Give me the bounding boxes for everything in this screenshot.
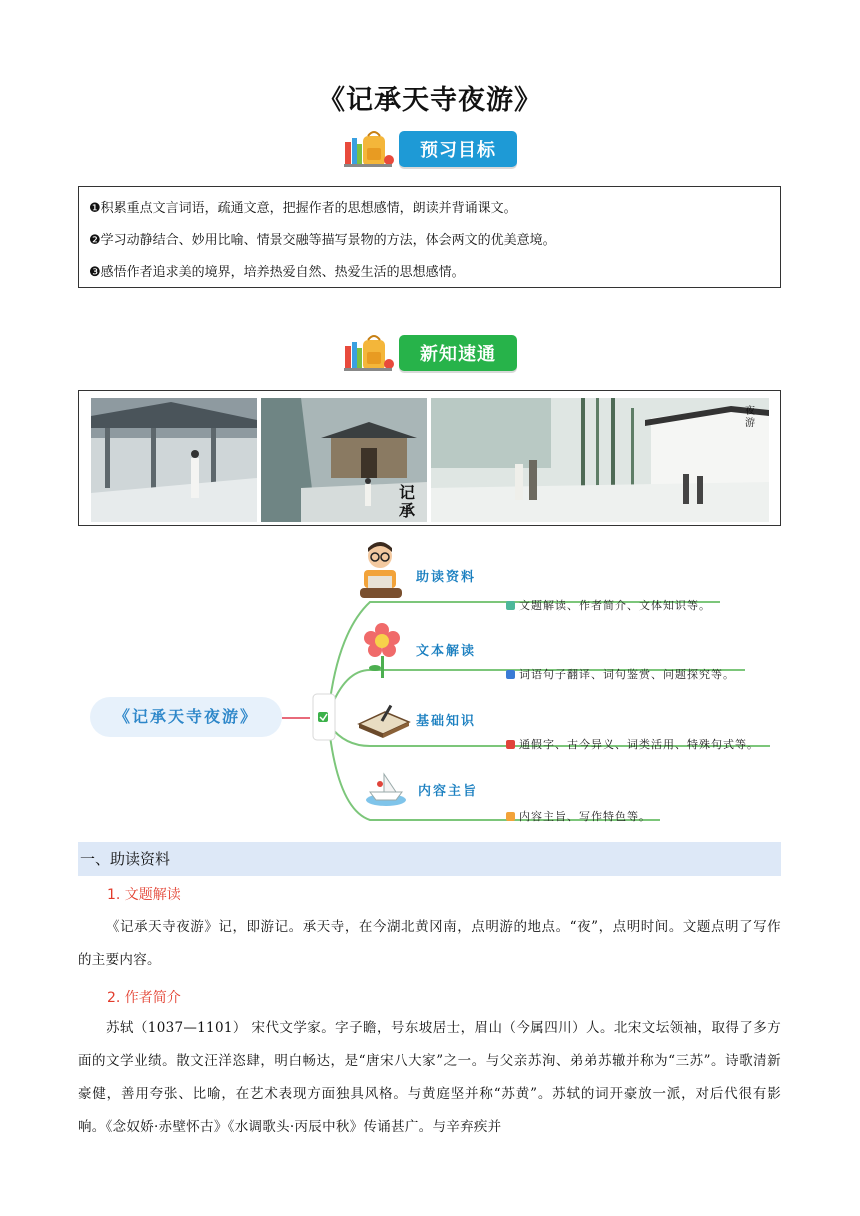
preview-goals-banner (343, 128, 517, 170)
section-heading: 一、助读资料 (78, 842, 781, 876)
mind-map-root (90, 697, 282, 737)
illustration-strip (78, 390, 781, 526)
goals-box (78, 186, 781, 288)
caption-left: 记承 (399, 483, 416, 520)
illustration-bamboo-wall (431, 398, 769, 522)
flower-icon (362, 622, 402, 684)
bullet-icon (506, 601, 515, 610)
bullet-icon (506, 812, 515, 821)
branch-detail-text: 内容主旨、写作特色等。 (519, 810, 651, 823)
caption-right: 夜游 (745, 406, 755, 429)
goal-item: ❸感悟作者追求美的境界，培养热爱自然、热爱生活的思想感情。 (89, 265, 465, 280)
books-icon (355, 700, 411, 744)
branch-detail (506, 736, 759, 752)
reading-boy-icon (352, 540, 410, 608)
branch-label: 文本解读 (416, 644, 477, 659)
branch-detail-text: 词语句子翻译、词句鉴赏、问题探究等。 (519, 668, 735, 681)
illustration-temple (261, 398, 427, 522)
schoolbag-icon (343, 128, 395, 170)
bullet-icon (506, 740, 515, 749)
mind-map-root-label: 《记承天寺夜游》 (113, 707, 258, 726)
new-knowledge-label: 新知速通 (399, 335, 517, 371)
branch-label: 助读资料 (416, 570, 477, 585)
bullet-icon (506, 670, 515, 679)
branch-label: 基础知识 (416, 714, 477, 729)
branch-label: 内容主旨 (418, 784, 479, 799)
subsection-text: 《记承天寺夜游》记，即游记。承天寺，在今湖北黄冈南，点明游的地点。“夜”，点明时间。文题点明了写作的主要内容。 (78, 919, 781, 968)
branch-detail (506, 666, 735, 682)
branch-detail (506, 808, 651, 824)
subsection-text: 苏轼（1037—1101） 宋代文学家。字子瞻，号东坡居士，眉山（今属四川）人。北宋文坛领袖，取得了多方面的文学业绩。散文汪洋恣肆，明白畅达，是“唐宋八大家”之一。与父亲苏洵、弟弟苏辙并称为“三苏”。诗歌清新豪健，善用夸张、比喻，在艺术表现方面独具风格。与黄庭坚并称“苏黄”。苏轼的词开豪放一派，对后代很有影响。《念奴娇·赤壁怀古》《水调歌头·丙辰中秋》传诵甚广。与辛弃疾并 (78, 1020, 781, 1135)
branch-detail-text: 通假字、古今异义、词类活用、特殊句式等。 (519, 738, 759, 751)
branch-detail-text: 文题解读、作者简介、文体知识等。 (519, 599, 711, 612)
goal-item: ❶积累重点文言词语，疏通文意，把握作者的思想感情，朗读并背诵课文。 (89, 201, 517, 216)
subsection-heading: 2. 作者简介 (107, 990, 181, 1006)
schoolbag-icon (343, 332, 395, 374)
paper-boat-icon (364, 768, 408, 812)
branch-detail (506, 597, 711, 613)
preview-goals-label: 预习目标 (399, 131, 517, 167)
new-knowledge-banner (343, 332, 517, 374)
illustration-courtyard (91, 398, 257, 522)
page-title: 《记承天寺夜游》 (318, 85, 542, 116)
subsection-heading: 1. 文题解读 (107, 887, 181, 903)
goal-item: ❷学习动静结合、妙用比喻、情景交融等描写景物的方法，体会两文的优美意境。 (89, 233, 556, 248)
